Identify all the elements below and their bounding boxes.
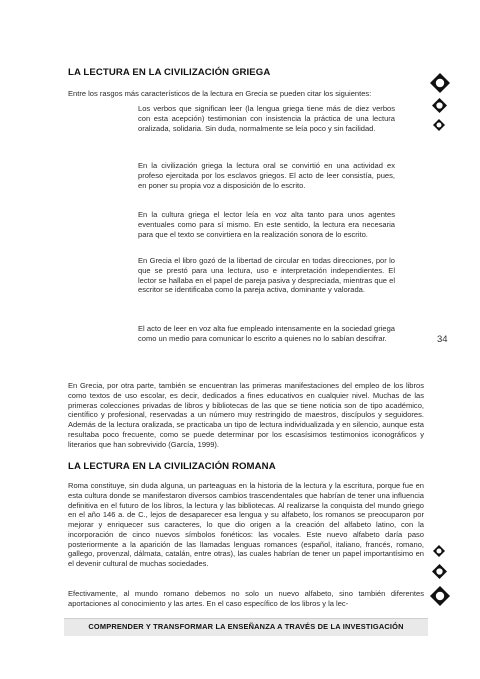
circle-diamond-icon — [430, 73, 450, 93]
circle-diamond-icon — [432, 98, 447, 113]
circle-diamond-icon — [433, 119, 445, 131]
circle-diamond-icon — [430, 586, 450, 606]
circle-diamond-icon — [432, 564, 447, 579]
section-heading-roman: LA LECTURA EN LA CIVILIZACIÓN ROMANA — [68, 461, 276, 472]
footer-title: COMPRENDER Y TRANSFORMAR LA ENSEÑANZA A TRAVÉS DE LA INVESTIGACIÓN — [88, 622, 404, 631]
quote-block: El acto de leer en voz alta fue empleado intensamente en la sociedad griega como un medio para comunicar lo escrito a quienes no lo sabían descifrar. — [138, 324, 395, 343]
page-number: 34 — [437, 334, 448, 345]
quote-block: Los verbos que significan leer (la lengua griega tiene más de diez verbos con esta acepción) testimonian con insistencia la práctica de una lectura oralizada, solidaria. Sin duda, normalmente se leía poco y sin facilidad. — [138, 104, 395, 133]
body-paragraph-greek: En Grecia, por otra parte, también se encuentran las primeras manifestaciones del empleo de los libros como textos de uso escolar, es decir, dedicados a fines educativos en cualquier nivel. Muchas de las primeras colecciones privadas de libros y bibliotecas de las que se tiene noticia son de tipo académico, científico y profesional, reservadas a un número muy restringido de maestros, discípulos y seguidores. Además de la lectura oralizada, se practicaba un tipo de lectura individualizada y en silencio, aunque esta resultaba poco frecuente, como se puede determinar por los escasísimos testimonios iconográficos y literarios que han sobrevivido (García, 1999). — [68, 381, 424, 449]
intro-paragraph: Entre los rasgos más característicos de la lectura en Grecia se pueden citar los siguientes: — [68, 89, 372, 98]
footer-bar — [64, 618, 428, 636]
quote-block: En la civilización griega la lectura oral se convirtió en una actividad ex profeso ejercitada por los esclavos griegos. El acto de leer consistía, pues, en poner su propia voz a disposición de lo escrito. — [138, 161, 395, 190]
circle-diamond-icon — [433, 545, 445, 557]
section-heading-greek: LA LECTURA EN LA CIVILIZACIÓN GRIEGA — [68, 67, 271, 78]
quote-block: En Grecia el libro gozó de la libertad de circular en todas direcciones, por lo que se prestó para una lectura, uso e interpretación independientes. El lector se hallaba en el papel de pareja pasiva y despreciada, mientras que el escritor se identificaba como la pareja activa, dominante y valorada. — [138, 256, 395, 295]
body-paragraph-roman-1: Roma constituye, sin duda alguna, un parteaguas en la historia de la lectura y la escritura, porque fue en esta cultura donde se manifestaron diversos cambios trascendentales que habrían de tener una influencia definitiva en el futuro de los libros, la lectura y las bibliotecas. Al realizarse la conquista del mundo griego en el año 146 a. de C., lejos de desaparecer esa lengua y su alfabeto, los romanos se preocuparon por mejorar y enriquecer sus caracteres, lo que dio origen a la creación del alfabeto latino, con la incorporación de cinco nuevos símbolos fonéticos: las vocales. Este nuevo alfabeto daría paso posteriormente a la aparición de las llamadas lenguas romances (español, italiano, francés, romano, gallego, provenzal, dálmata, catalán, entre otras), las cuales habrían de tener un papel importantísimo en el devenir cultural de muchas sociedades. — [68, 481, 424, 568]
body-paragraph-roman-2: Efectivamente, al mundo romano debemos no solo un nuevo alfabeto, sino también diferentes aportaciones al conocimiento y las artes. En el caso específico de los libros y la lec- — [68, 589, 424, 608]
quote-block: En la cultura griega el lector leía en voz alta tanto para unos agentes eventuales como para sí mismo. En este sentido, la lectura era necesaria para que el texto se convirtiera en la realización sonora de lo escrito. — [138, 210, 395, 239]
